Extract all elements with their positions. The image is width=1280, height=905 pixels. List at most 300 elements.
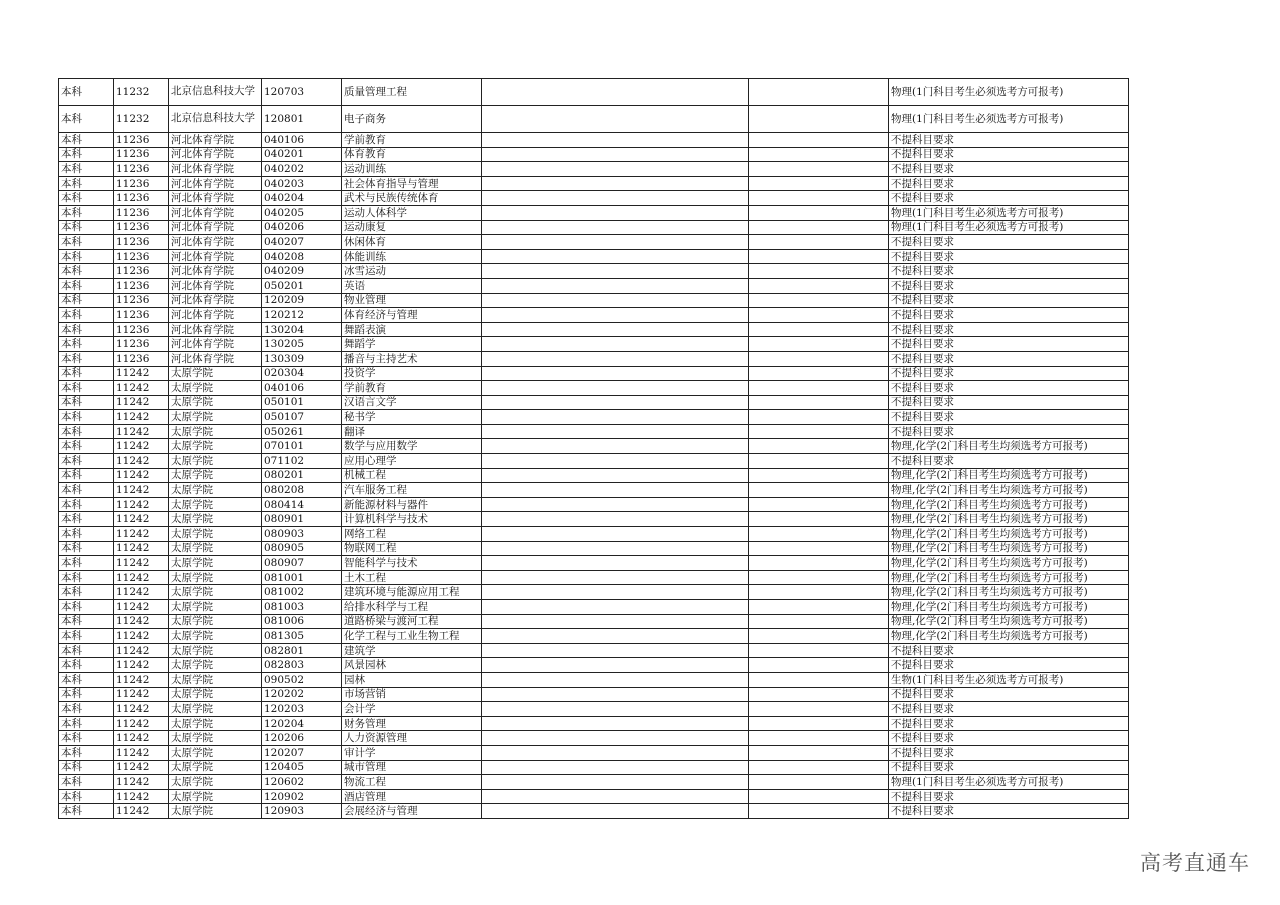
table-row bbox=[59, 731, 1129, 746]
table-row bbox=[59, 322, 1129, 337]
cell-major-name: 汉语言文学 bbox=[342, 395, 482, 410]
cell-level: 本科 bbox=[59, 483, 114, 498]
cell-subject-requirement: 不提科目要求 bbox=[889, 731, 1129, 746]
cell-major-code: 040207 bbox=[262, 235, 342, 250]
cell-level: 本科 bbox=[59, 381, 114, 396]
cell-school-code: 11242 bbox=[114, 541, 169, 556]
cell-school-name: 太原学院 bbox=[169, 614, 262, 629]
cell-school-name: 太原学院 bbox=[169, 512, 262, 527]
cell-major-name: 道路桥梁与渡河工程 bbox=[342, 614, 482, 629]
cell-blank-a bbox=[482, 454, 749, 469]
table-row bbox=[59, 468, 1129, 483]
cell-school-name: 太原学院 bbox=[169, 527, 262, 542]
table-row bbox=[59, 381, 1129, 396]
cell-major-code: 120703 bbox=[262, 79, 342, 106]
cell-level: 本科 bbox=[59, 570, 114, 585]
cell-level: 本科 bbox=[59, 789, 114, 804]
cell-level: 本科 bbox=[59, 687, 114, 702]
cell-major-code: 120801 bbox=[262, 106, 342, 133]
cell-blank-a bbox=[482, 106, 749, 133]
cell-school-code: 11242 bbox=[114, 381, 169, 396]
cell-level: 本科 bbox=[59, 468, 114, 483]
cell-school-code: 11236 bbox=[114, 147, 169, 162]
cell-school-code: 11242 bbox=[114, 454, 169, 469]
cell-blank-b bbox=[749, 804, 889, 819]
cell-blank-a bbox=[482, 176, 749, 191]
cell-blank-b bbox=[749, 439, 889, 454]
cell-subject-requirement: 不提科目要求 bbox=[889, 424, 1129, 439]
cell-school-code: 11242 bbox=[114, 556, 169, 571]
cell-major-code: 120206 bbox=[262, 731, 342, 746]
cell-blank-a bbox=[482, 512, 749, 527]
cell-level: 本科 bbox=[59, 512, 114, 527]
cell-school-code: 11236 bbox=[114, 264, 169, 279]
table-row bbox=[59, 395, 1129, 410]
cell-blank-b bbox=[749, 278, 889, 293]
cell-level: 本科 bbox=[59, 672, 114, 687]
cell-school-code: 11242 bbox=[114, 731, 169, 746]
cell-school-name: 河北体育学院 bbox=[169, 176, 262, 191]
cell-major-code: 120204 bbox=[262, 716, 342, 731]
cell-level: 本科 bbox=[59, 264, 114, 279]
table-row bbox=[59, 527, 1129, 542]
cell-major-code: 080905 bbox=[262, 541, 342, 556]
cell-subject-requirement: 不提科目要求 bbox=[889, 643, 1129, 658]
cell-major-code: 082801 bbox=[262, 643, 342, 658]
cell-major-code: 080903 bbox=[262, 527, 342, 542]
cell-major-name: 城市管理 bbox=[342, 760, 482, 775]
cell-major-name: 会展经济与管理 bbox=[342, 804, 482, 819]
cell-school-code: 11232 bbox=[114, 106, 169, 133]
cell-level: 本科 bbox=[59, 79, 114, 106]
table-row bbox=[59, 220, 1129, 235]
cell-major-name: 园林 bbox=[342, 672, 482, 687]
table-row bbox=[59, 133, 1129, 148]
cell-level: 本科 bbox=[59, 278, 114, 293]
cell-school-code: 11242 bbox=[114, 585, 169, 600]
table-row bbox=[59, 570, 1129, 585]
cell-major-code: 120212 bbox=[262, 308, 342, 323]
cell-school-name: 太原学院 bbox=[169, 745, 262, 760]
cell-school-code: 11236 bbox=[114, 322, 169, 337]
cell-blank-b bbox=[749, 249, 889, 264]
cell-blank-a bbox=[482, 760, 749, 775]
cell-major-name: 投资学 bbox=[342, 366, 482, 381]
cell-subject-requirement: 不提科目要求 bbox=[889, 176, 1129, 191]
cell-school-code: 11242 bbox=[114, 483, 169, 498]
cell-blank-a bbox=[482, 308, 749, 323]
table-row bbox=[59, 556, 1129, 571]
cell-blank-a bbox=[482, 395, 749, 410]
cell-blank-b bbox=[749, 176, 889, 191]
cell-blank-b bbox=[749, 106, 889, 133]
cell-major-name: 英语 bbox=[342, 278, 482, 293]
cell-blank-b bbox=[749, 337, 889, 352]
cell-school-name: 太原学院 bbox=[169, 702, 262, 717]
cell-school-name: 太原学院 bbox=[169, 789, 262, 804]
cell-school-code: 11242 bbox=[114, 468, 169, 483]
cell-subject-requirement: 不提科目要求 bbox=[889, 760, 1129, 775]
cell-major-code: 080414 bbox=[262, 497, 342, 512]
cell-school-name: 河北体育学院 bbox=[169, 220, 262, 235]
cell-level: 本科 bbox=[59, 366, 114, 381]
cell-blank-b bbox=[749, 541, 889, 556]
cell-blank-a bbox=[482, 643, 749, 658]
cell-level: 本科 bbox=[59, 497, 114, 512]
cell-blank-b bbox=[749, 147, 889, 162]
cell-subject-requirement: 物理,化学(2门科目考生均须选考方可报考) bbox=[889, 541, 1129, 556]
cell-school-name: 太原学院 bbox=[169, 483, 262, 498]
cell-blank-b bbox=[749, 351, 889, 366]
cell-blank-a bbox=[482, 468, 749, 483]
cell-major-name: 土木工程 bbox=[342, 570, 482, 585]
cell-blank-b bbox=[749, 366, 889, 381]
cell-level: 本科 bbox=[59, 293, 114, 308]
cell-blank-a bbox=[482, 235, 749, 250]
cell-school-name: 太原学院 bbox=[169, 804, 262, 819]
table-row bbox=[59, 278, 1129, 293]
cell-level: 本科 bbox=[59, 600, 114, 615]
cell-level: 本科 bbox=[59, 235, 114, 250]
cell-major-code: 120203 bbox=[262, 702, 342, 717]
cell-blank-b bbox=[749, 308, 889, 323]
cell-blank-b bbox=[749, 395, 889, 410]
cell-blank-b bbox=[749, 745, 889, 760]
cell-blank-b bbox=[749, 512, 889, 527]
cell-level: 本科 bbox=[59, 162, 114, 177]
cell-level: 本科 bbox=[59, 658, 114, 673]
cell-school-name: 北京信息科技大学 bbox=[169, 106, 262, 133]
cell-blank-b bbox=[749, 527, 889, 542]
cell-blank-a bbox=[482, 541, 749, 556]
cell-blank-b bbox=[749, 658, 889, 673]
cell-blank-a bbox=[482, 483, 749, 498]
cell-school-code: 11236 bbox=[114, 191, 169, 206]
cell-level: 本科 bbox=[59, 585, 114, 600]
cell-school-code: 11242 bbox=[114, 629, 169, 644]
cell-blank-a bbox=[482, 570, 749, 585]
cell-blank-a bbox=[482, 556, 749, 571]
cell-subject-requirement: 不提科目要求 bbox=[889, 789, 1129, 804]
cell-level: 本科 bbox=[59, 351, 114, 366]
cell-blank-b bbox=[749, 600, 889, 615]
table-row bbox=[59, 497, 1129, 512]
cell-school-code: 11242 bbox=[114, 600, 169, 615]
cell-level: 本科 bbox=[59, 147, 114, 162]
cell-subject-requirement: 物理(1门科目考生必须选考方可报考) bbox=[889, 220, 1129, 235]
cell-blank-a bbox=[482, 702, 749, 717]
cell-school-code: 11242 bbox=[114, 775, 169, 790]
cell-major-name: 体能训练 bbox=[342, 249, 482, 264]
cell-major-code: 130309 bbox=[262, 351, 342, 366]
cell-blank-a bbox=[482, 497, 749, 512]
cell-school-name: 太原学院 bbox=[169, 381, 262, 396]
cell-blank-a bbox=[482, 745, 749, 760]
table-row bbox=[59, 541, 1129, 556]
cell-major-code: 040203 bbox=[262, 176, 342, 191]
cell-school-code: 11236 bbox=[114, 162, 169, 177]
table-row bbox=[59, 79, 1129, 106]
cell-school-code: 11242 bbox=[114, 804, 169, 819]
cell-level: 本科 bbox=[59, 614, 114, 629]
cell-subject-requirement: 不提科目要求 bbox=[889, 804, 1129, 819]
cell-blank-b bbox=[749, 322, 889, 337]
cell-blank-a bbox=[482, 337, 749, 352]
cell-school-code: 11242 bbox=[114, 643, 169, 658]
table-row bbox=[59, 147, 1129, 162]
cell-major-name: 财务管理 bbox=[342, 716, 482, 731]
cell-major-code: 040204 bbox=[262, 191, 342, 206]
cell-subject-requirement: 物理(1门科目考生必须选考方可报考) bbox=[889, 775, 1129, 790]
cell-major-name: 物流工程 bbox=[342, 775, 482, 790]
cell-subject-requirement: 不提科目要求 bbox=[889, 293, 1129, 308]
table-row bbox=[59, 351, 1129, 366]
cell-level: 本科 bbox=[59, 106, 114, 133]
table-row bbox=[59, 629, 1129, 644]
cell-school-name: 北京信息科技大学 bbox=[169, 79, 262, 106]
cell-major-code: 130205 bbox=[262, 337, 342, 352]
cell-blank-a bbox=[482, 614, 749, 629]
cell-school-code: 11242 bbox=[114, 424, 169, 439]
cell-major-name: 人力资源管理 bbox=[342, 731, 482, 746]
cell-major-code: 040201 bbox=[262, 147, 342, 162]
cell-major-name: 网络工程 bbox=[342, 527, 482, 542]
cell-subject-requirement: 物理,化学(2门科目考生均须选考方可报考) bbox=[889, 439, 1129, 454]
cell-subject-requirement: 不提科目要求 bbox=[889, 278, 1129, 293]
cell-subject-requirement: 物理,化学(2门科目考生均须选考方可报考) bbox=[889, 527, 1129, 542]
cell-major-code: 080907 bbox=[262, 556, 342, 571]
table-row bbox=[59, 249, 1129, 264]
cell-level: 本科 bbox=[59, 804, 114, 819]
cell-level: 本科 bbox=[59, 220, 114, 235]
cell-school-name: 太原学院 bbox=[169, 424, 262, 439]
cell-major-code: 120903 bbox=[262, 804, 342, 819]
cell-blank-a bbox=[482, 191, 749, 206]
cell-level: 本科 bbox=[59, 205, 114, 220]
cell-school-name: 太原学院 bbox=[169, 760, 262, 775]
cell-blank-a bbox=[482, 220, 749, 235]
cell-major-name: 风景园林 bbox=[342, 658, 482, 673]
cell-subject-requirement: 不提科目要求 bbox=[889, 381, 1129, 396]
cell-blank-a bbox=[482, 147, 749, 162]
cell-major-name: 翻译 bbox=[342, 424, 482, 439]
cell-subject-requirement: 不提科目要求 bbox=[889, 322, 1129, 337]
cell-major-code: 050261 bbox=[262, 424, 342, 439]
cell-major-code: 080901 bbox=[262, 512, 342, 527]
cell-blank-a bbox=[482, 687, 749, 702]
cell-subject-requirement: 不提科目要求 bbox=[889, 264, 1129, 279]
cell-blank-a bbox=[482, 264, 749, 279]
cell-blank-b bbox=[749, 468, 889, 483]
cell-blank-a bbox=[482, 775, 749, 790]
cell-major-name: 运动康复 bbox=[342, 220, 482, 235]
cell-school-name: 河北体育学院 bbox=[169, 133, 262, 148]
cell-blank-b bbox=[749, 614, 889, 629]
table-row bbox=[59, 687, 1129, 702]
cell-school-name: 太原学院 bbox=[169, 556, 262, 571]
cell-level: 本科 bbox=[59, 439, 114, 454]
cell-subject-requirement: 物理(1门科目考生必须选考方可报考) bbox=[889, 205, 1129, 220]
cell-subject-requirement: 不提科目要求 bbox=[889, 366, 1129, 381]
cell-blank-a bbox=[482, 293, 749, 308]
cell-major-name: 化学工程与工业生物工程 bbox=[342, 629, 482, 644]
cell-school-name: 河北体育学院 bbox=[169, 147, 262, 162]
cell-major-name: 会计学 bbox=[342, 702, 482, 717]
cell-subject-requirement: 物理,化学(2门科目考生均须选考方可报考) bbox=[889, 512, 1129, 527]
cell-blank-b bbox=[749, 293, 889, 308]
cell-school-code: 11242 bbox=[114, 760, 169, 775]
cell-blank-b bbox=[749, 731, 889, 746]
cell-major-code: 130204 bbox=[262, 322, 342, 337]
cell-major-name: 物联网工程 bbox=[342, 541, 482, 556]
cell-school-code: 11236 bbox=[114, 278, 169, 293]
cell-school-code: 11242 bbox=[114, 702, 169, 717]
table-row bbox=[59, 191, 1129, 206]
cell-school-code: 11236 bbox=[114, 293, 169, 308]
cell-subject-requirement: 物理,化学(2门科目考生均须选考方可报考) bbox=[889, 468, 1129, 483]
cell-major-name: 体育经济与管理 bbox=[342, 308, 482, 323]
cell-blank-b bbox=[749, 410, 889, 425]
cell-blank-b bbox=[749, 191, 889, 206]
cell-major-name: 武术与民族传统体育 bbox=[342, 191, 482, 206]
cell-school-code: 11236 bbox=[114, 220, 169, 235]
cell-school-code: 11242 bbox=[114, 570, 169, 585]
cell-blank-b bbox=[749, 162, 889, 177]
cell-major-code: 050107 bbox=[262, 410, 342, 425]
cell-blank-b bbox=[749, 220, 889, 235]
cell-blank-b bbox=[749, 672, 889, 687]
cell-school-name: 太原学院 bbox=[169, 439, 262, 454]
cell-major-name: 物业管理 bbox=[342, 293, 482, 308]
cell-major-code: 020304 bbox=[262, 366, 342, 381]
cell-subject-requirement: 物理,化学(2门科目考生均须选考方可报考) bbox=[889, 629, 1129, 644]
cell-school-code: 11236 bbox=[114, 337, 169, 352]
table-row bbox=[59, 643, 1129, 658]
cell-blank-a bbox=[482, 381, 749, 396]
cell-blank-b bbox=[749, 235, 889, 250]
cell-subject-requirement: 物理,化学(2门科目考生均须选考方可报考) bbox=[889, 585, 1129, 600]
cell-blank-b bbox=[749, 497, 889, 512]
table-row bbox=[59, 293, 1129, 308]
cell-school-code: 11242 bbox=[114, 410, 169, 425]
cell-blank-a bbox=[482, 351, 749, 366]
table-row bbox=[59, 337, 1129, 352]
cell-subject-requirement: 物理(1门科目考生必须选考方可报考) bbox=[889, 79, 1129, 106]
cell-blank-b bbox=[749, 483, 889, 498]
cell-subject-requirement: 不提科目要求 bbox=[889, 745, 1129, 760]
cell-major-code: 081001 bbox=[262, 570, 342, 585]
cell-blank-a bbox=[482, 133, 749, 148]
cell-school-name: 太原学院 bbox=[169, 600, 262, 615]
cell-blank-a bbox=[482, 716, 749, 731]
cell-major-code: 120207 bbox=[262, 745, 342, 760]
cell-school-code: 11236 bbox=[114, 351, 169, 366]
cell-subject-requirement: 不提科目要求 bbox=[889, 191, 1129, 206]
cell-school-name: 太原学院 bbox=[169, 629, 262, 644]
cell-level: 本科 bbox=[59, 745, 114, 760]
cell-blank-b bbox=[749, 205, 889, 220]
table-row bbox=[59, 176, 1129, 191]
cell-blank-b bbox=[749, 687, 889, 702]
cell-blank-b bbox=[749, 702, 889, 717]
cell-major-name: 舞蹈表演 bbox=[342, 322, 482, 337]
cell-school-name: 河北体育学院 bbox=[169, 264, 262, 279]
cell-major-name: 学前教育 bbox=[342, 381, 482, 396]
cell-blank-a bbox=[482, 527, 749, 542]
cell-subject-requirement: 物理,化学(2门科目考生均须选考方可报考) bbox=[889, 497, 1129, 512]
cell-blank-b bbox=[749, 79, 889, 106]
cell-major-name: 休闲体育 bbox=[342, 235, 482, 250]
cell-major-code: 082803 bbox=[262, 658, 342, 673]
cell-blank-a bbox=[482, 658, 749, 673]
cell-major-code: 040206 bbox=[262, 220, 342, 235]
table-row bbox=[59, 264, 1129, 279]
cell-major-name: 市场营销 bbox=[342, 687, 482, 702]
cell-school-name: 河北体育学院 bbox=[169, 278, 262, 293]
cell-subject-requirement: 不提科目要求 bbox=[889, 337, 1129, 352]
cell-subject-requirement: 不提科目要求 bbox=[889, 162, 1129, 177]
cell-school-name: 太原学院 bbox=[169, 658, 262, 673]
table-row bbox=[59, 512, 1129, 527]
cell-school-code: 11232 bbox=[114, 79, 169, 106]
cell-level: 本科 bbox=[59, 395, 114, 410]
cell-blank-a bbox=[482, 585, 749, 600]
cell-subject-requirement: 不提科目要求 bbox=[889, 454, 1129, 469]
cell-blank-a bbox=[482, 789, 749, 804]
cell-subject-requirement: 不提科目要求 bbox=[889, 133, 1129, 148]
cell-major-name: 应用心理学 bbox=[342, 454, 482, 469]
cell-blank-a bbox=[482, 366, 749, 381]
cell-school-name: 太原学院 bbox=[169, 672, 262, 687]
cell-blank-a bbox=[482, 79, 749, 106]
cell-major-code: 120602 bbox=[262, 775, 342, 790]
cell-major-code: 040205 bbox=[262, 205, 342, 220]
cell-blank-a bbox=[482, 249, 749, 264]
cell-major-code: 040202 bbox=[262, 162, 342, 177]
cell-school-name: 太原学院 bbox=[169, 366, 262, 381]
cell-blank-b bbox=[749, 585, 889, 600]
cell-major-code: 081002 bbox=[262, 585, 342, 600]
cell-school-name: 太原学院 bbox=[169, 468, 262, 483]
admission-requirements-table bbox=[58, 78, 1129, 819]
cell-school-name: 太原学院 bbox=[169, 410, 262, 425]
cell-subject-requirement: 物理,化学(2门科目考生均须选考方可报考) bbox=[889, 614, 1129, 629]
cell-subject-requirement: 不提科目要求 bbox=[889, 395, 1129, 410]
cell-major-name: 舞蹈学 bbox=[342, 337, 482, 352]
cell-subject-requirement: 物理,化学(2门科目考生均须选考方可报考) bbox=[889, 570, 1129, 585]
cell-level: 本科 bbox=[59, 249, 114, 264]
table-row bbox=[59, 716, 1129, 731]
cell-subject-requirement: 不提科目要求 bbox=[889, 658, 1129, 673]
cell-major-name: 审计学 bbox=[342, 745, 482, 760]
cell-school-name: 太原学院 bbox=[169, 687, 262, 702]
cell-major-code: 040209 bbox=[262, 264, 342, 279]
cell-major-name: 质量管理工程 bbox=[342, 79, 482, 106]
cell-level: 本科 bbox=[59, 760, 114, 775]
cell-school-name: 太原学院 bbox=[169, 585, 262, 600]
cell-level: 本科 bbox=[59, 176, 114, 191]
cell-subject-requirement: 不提科目要求 bbox=[889, 249, 1129, 264]
cell-major-code: 040106 bbox=[262, 381, 342, 396]
cell-school-code: 11236 bbox=[114, 133, 169, 148]
table-row bbox=[59, 308, 1129, 323]
cell-level: 本科 bbox=[59, 308, 114, 323]
cell-school-name: 太原学院 bbox=[169, 643, 262, 658]
cell-major-name: 建筑环境与能源应用工程 bbox=[342, 585, 482, 600]
cell-major-code: 080208 bbox=[262, 483, 342, 498]
cell-major-code: 120209 bbox=[262, 293, 342, 308]
table-row bbox=[59, 600, 1129, 615]
